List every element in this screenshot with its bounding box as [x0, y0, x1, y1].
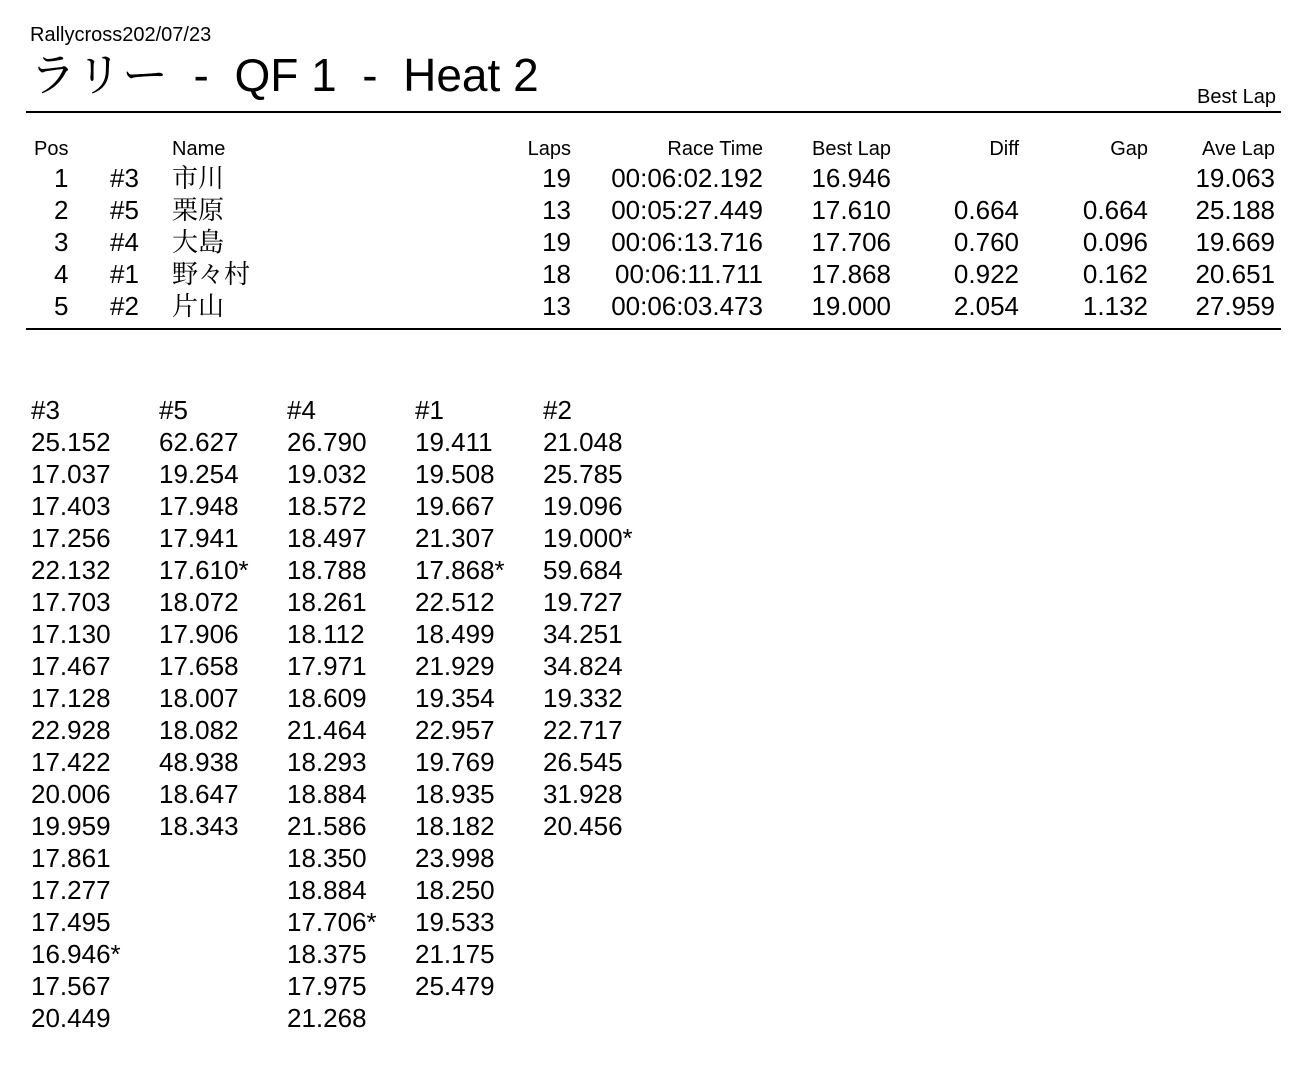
- cell-laps: 13: [542, 291, 571, 321]
- lap-time: 17.703: [31, 587, 111, 617]
- cell-car-number: #2: [110, 291, 139, 321]
- cell-best-lap: 19.000: [811, 291, 891, 321]
- table-row: [26, 226, 1281, 258]
- cell-name: 市川: [172, 163, 225, 193]
- lap-time: 17.868*: [415, 555, 505, 585]
- lap-time: 19.332: [543, 683, 623, 713]
- table-row: [26, 258, 1281, 290]
- lap-time: 25.785: [543, 459, 623, 489]
- cell-ave-lap: 19.063: [1195, 163, 1275, 193]
- cell-gap: 1.132: [1082, 291, 1148, 321]
- lap-time: 19.959: [31, 811, 111, 841]
- lap-time: 19.533: [415, 907, 495, 937]
- cell-car-number: #4: [110, 227, 139, 257]
- lap-time: 20.449: [31, 1003, 111, 1033]
- cell-gap: 0.162: [1082, 259, 1148, 289]
- col-header-name: Name: [172, 138, 226, 160]
- lap-time: 18.884: [287, 779, 367, 809]
- lap-time: 17.906: [159, 619, 239, 649]
- cell-diff: 2.054: [953, 291, 1019, 321]
- lap-time: 18.788: [287, 555, 367, 585]
- lap-time: 18.261: [287, 587, 367, 617]
- cell-best-lap: 17.868: [811, 259, 891, 289]
- top-divider: [26, 111, 1281, 113]
- lap-time: 19.667: [415, 491, 495, 521]
- lap-time: 21.048: [543, 427, 623, 457]
- lap-time: 21.464: [287, 715, 367, 745]
- col-header-diff: Diff: [989, 138, 1019, 160]
- table-row: [26, 290, 1281, 322]
- lap-time: 19.254: [159, 459, 239, 489]
- lap-time: 18.884: [287, 875, 367, 905]
- lap-time: 18.082: [159, 715, 239, 745]
- lap-time: 19.000*: [543, 523, 633, 553]
- cell-ave-lap: 25.188: [1195, 195, 1275, 225]
- table-row: [26, 162, 1281, 194]
- lap-time: 21.268: [287, 1003, 367, 1033]
- lap-time: 16.946*: [31, 939, 121, 969]
- lap-time: 17.975: [287, 971, 367, 1001]
- lap-time: 18.112: [287, 619, 365, 649]
- sort-label: Best Lap: [1197, 86, 1276, 108]
- lap-time: 20.006: [31, 779, 111, 809]
- lap-time: 22.512: [415, 587, 495, 617]
- lap-time: 18.647: [159, 779, 239, 809]
- col-header-pos: Pos: [34, 138, 69, 160]
- lap-column-header: #1: [415, 395, 444, 425]
- col-header-laps: Laps: [527, 138, 571, 160]
- lap-time: 17.256: [31, 523, 111, 553]
- lap-time: 19.508: [415, 459, 495, 489]
- cell-best-lap: 16.946: [811, 163, 891, 193]
- lap-time: 18.182: [415, 811, 495, 841]
- cell-name: 大島: [172, 227, 225, 257]
- lap-time: 19.727: [543, 587, 623, 617]
- lap-time: 22.717: [543, 715, 623, 745]
- lap-time: 19.354: [415, 683, 495, 713]
- lap-time: 21.929: [415, 651, 495, 681]
- cell-gap: 0.664: [1082, 195, 1148, 225]
- cell-pos: 3: [54, 227, 69, 257]
- results-header-row: [26, 138, 1281, 162]
- lap-time: 23.998: [415, 843, 495, 873]
- lap-time: 18.572: [287, 491, 367, 521]
- lap-time: 18.072: [159, 587, 239, 617]
- cell-pos: 2: [54, 195, 69, 225]
- cell-car-number: #1: [110, 259, 139, 289]
- lap-time: 17.861: [31, 843, 111, 873]
- lap-column: [415, 394, 543, 1034]
- cell-ave-lap: 20.651: [1195, 259, 1275, 289]
- cell-laps: 13: [542, 195, 571, 225]
- cell-diff: 0.922: [953, 259, 1019, 289]
- lap-time: 17.658: [159, 651, 239, 681]
- cell-car-number: #5: [110, 195, 139, 225]
- lap-column: [31, 394, 159, 1034]
- lap-time: 18.499: [415, 619, 495, 649]
- lap-time: 17.941: [159, 523, 239, 553]
- lap-time: 21.586: [287, 811, 367, 841]
- col-header-ave-lap: Ave Lap: [1201, 138, 1275, 160]
- cell-race-time: 00:06:03.473: [611, 291, 763, 321]
- lap-time: 17.567: [31, 971, 111, 1001]
- lap-time: 19.032: [287, 459, 367, 489]
- lap-time: 22.957: [415, 715, 495, 745]
- lap-time: 17.403: [31, 491, 111, 521]
- lap-column-header: #5: [159, 395, 188, 425]
- lap-time: 59.684: [543, 555, 623, 585]
- lap-time: 19.096: [543, 491, 623, 521]
- lap-time: 18.343: [159, 811, 239, 841]
- lap-time: 17.130: [31, 619, 111, 649]
- cell-name: 片山: [172, 291, 225, 321]
- cell-race-time: 00:06:13.716: [611, 227, 763, 257]
- lap-time: 17.128: [31, 683, 111, 713]
- cell-pos: 1: [54, 163, 69, 193]
- cell-car-number: #3: [110, 163, 139, 193]
- event-date-label: Rallycross202/07/23: [30, 24, 212, 46]
- cell-diff: 0.760: [953, 227, 1019, 257]
- cell-gap: 0.096: [1082, 227, 1148, 257]
- cell-pos: 4: [54, 259, 69, 289]
- lap-column: [543, 394, 671, 1034]
- lap-time: 48.938: [159, 747, 239, 777]
- lap-times-grid: [31, 394, 671, 1034]
- lap-time: 21.307: [415, 523, 495, 553]
- lap-time: 20.456: [543, 811, 623, 841]
- cell-diff: 0.664: [953, 195, 1019, 225]
- lap-time: 18.293: [287, 747, 367, 777]
- lap-time: 22.132: [31, 555, 111, 585]
- lap-time: 19.411: [415, 427, 493, 457]
- lap-time: 62.627: [159, 427, 239, 457]
- lap-time: 21.175: [415, 939, 495, 969]
- lap-time: 22.928: [31, 715, 111, 745]
- cell-race-time: 00:06:11.711: [615, 259, 763, 289]
- lap-time: 17.610*: [159, 555, 249, 585]
- lap-time: 25.479: [415, 971, 495, 1001]
- cell-name: 栗原: [172, 195, 225, 225]
- lap-time: 18.609: [287, 683, 367, 713]
- cell-ave-lap: 27.959: [1195, 291, 1275, 321]
- lap-time: 17.277: [31, 875, 111, 905]
- lap-time: 26.545: [543, 747, 623, 777]
- lap-time: 34.824: [543, 651, 623, 681]
- lap-time: 17.971: [287, 651, 367, 681]
- lap-time: 31.928: [543, 779, 623, 809]
- cell-best-lap: 17.706: [811, 227, 891, 257]
- lap-time: 26.790: [287, 427, 367, 457]
- lap-time: 18.375: [287, 939, 367, 969]
- lap-time: 34.251: [543, 619, 623, 649]
- cell-race-time: 00:05:27.449: [611, 195, 763, 225]
- page-title: ラリー - QF 1 - Heat 2: [30, 49, 539, 101]
- cell-laps: 19: [542, 163, 571, 193]
- lap-time: 17.706*: [287, 907, 377, 937]
- lap-time: 18.350: [287, 843, 367, 873]
- lap-time: 18.007: [159, 683, 239, 713]
- cell-laps: 18: [542, 259, 571, 289]
- lap-column: [159, 394, 287, 1034]
- lap-time: 18.497: [287, 523, 367, 553]
- lap-time: 17.037: [31, 459, 111, 489]
- lap-time: 17.495: [31, 907, 111, 937]
- lap-column: [287, 394, 415, 1034]
- col-header-race-time: Race Time: [667, 138, 763, 160]
- lap-column-header: #3: [31, 395, 60, 425]
- lap-time: 18.935: [415, 779, 495, 809]
- lap-time: 17.948: [159, 491, 239, 521]
- cell-race-time: 00:06:02.192: [611, 163, 763, 193]
- cell-name: 野々村: [172, 259, 251, 289]
- cell-laps: 19: [542, 227, 571, 257]
- results-table: [26, 138, 1281, 322]
- lap-time: 25.152: [31, 427, 111, 457]
- table-row: [26, 194, 1281, 226]
- cell-best-lap: 17.610: [811, 195, 891, 225]
- lap-time: 19.769: [415, 747, 495, 777]
- col-header-best-lap: Best Lap: [812, 138, 891, 160]
- col-header-gap: Gap: [1110, 138, 1148, 160]
- lap-column-header: #4: [287, 395, 316, 425]
- cell-pos: 5: [54, 291, 69, 321]
- lap-time: 17.422: [31, 747, 111, 777]
- bottom-divider: [26, 328, 1281, 330]
- lap-time: 18.250: [415, 875, 495, 905]
- lap-time: 17.467: [31, 651, 111, 681]
- lap-column-header: #2: [543, 395, 572, 425]
- cell-ave-lap: 19.669: [1195, 227, 1275, 257]
